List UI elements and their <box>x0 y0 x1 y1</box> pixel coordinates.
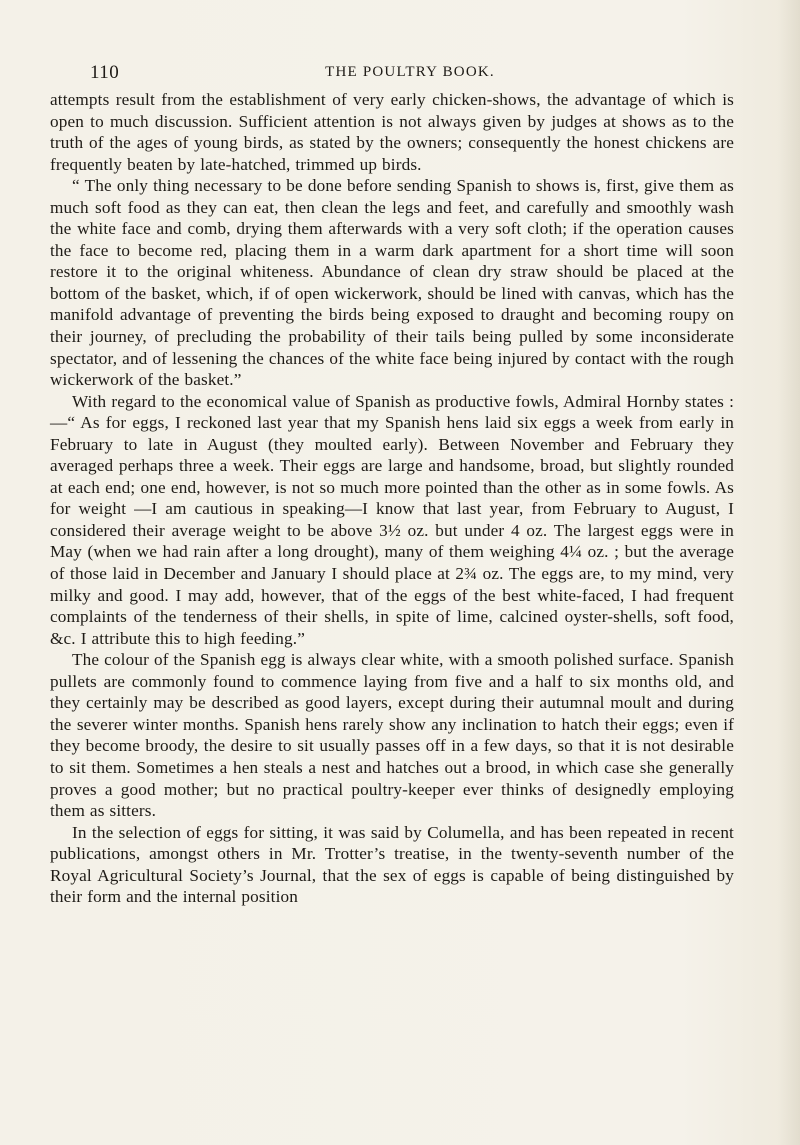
paragraph-show-preparation-quote: “ The only thing necessary to be done before sending Spanish to shows is, first, give them as much soft food as they can eat, then clean the legs and feet, and carefully and smoothly wash the white face and comb, drying them afterwards with a very soft cloth; if the operation causes the face to become red, placing them in a warm dark apartment for a short time will soon restore it to the original whiteness. Abundance of clean dry straw should be placed at the bottom of the basket, which, if of open wickerwork, should be lined with canvas, which has the manifold advantage of preventing the birds being exposed to draught and becoming roupy on their journey, of precluding the probability of their tails being pulled by some inconsiderate spectator, and of lessening the chances of the white face being injured by contact with the rough wickerwork of the basket.” <box>50 176 734 390</box>
running-head <box>90 62 730 86</box>
paragraph-continuation: attempts result from the establishment of very early chicken-shows, the advantage of which is open to much discussion. Sufficient attention is not always given by judges at shows as to the truth of the ages of young birds, as stated by the owners; consequently the honest chickens are frequently beaten by late-hatched, trimmed up birds. <box>50 90 734 174</box>
paragraph-economical-value: With regard to the economical value of Spanish as productive fowls, Admiral Hornby states :—“ As for eggs, I reckoned last year that my Spanish hens laid six eggs a week from early in February to late in August (they moulted early). Between November and February they averaged perhaps three a week. Their eggs are large and handsome, broad, but slightly rounded at each end; one end, however, is not so much more pointed than the other as in some fowls. As for weight —I am cautious in speaking—I know that last year, from February to August, I considered their average weight to be above 3½ oz. but under 4 oz. The largest eggs were in May (when we had rain after a long drought), many of them weighing 4¼ oz. ; but the average of those laid in December and January I should place at 2¾ oz. The eggs are, to my mind, very milky and good. I may add, however, that of the eggs of the best white-faced, I had frequent complaints of the tenderness of their shells, in spite of lime, calcined oyster-shells, soft food, &c. I attribute this to high feeding.” <box>50 391 734 648</box>
page-number: 110 <box>90 62 120 83</box>
page-edge-shadow <box>778 0 800 1145</box>
paragraph-egg-selection: In the selection of eggs for sitting, it was said by Columella, and has been repeated in recent publications, amongst others in Mr. Trotter’s treatise, in the twenty-seventh number of the Royal Agricultural Society’s Journal, that the sex of eggs is capable of being distinguished by their form and the internal position <box>50 822 734 907</box>
paragraph-egg-colour: The colour of the Spanish egg is always clear white, with a smooth polished surface. Spanish pullets are commonly found to commence laying from five and a half to six months old, and they certainly may be described as good layers, except during their autumnal moult and during the severer winter months. Spanish hens rarely show any inclination to hatch their eggs; even if they become broody, the desire to sit usually passes off in a few days, so that it is not desirable to sit them. Sometimes a hen steals a nest and hatches out a brood, in which case she generally proves a good mother; but no practical poultry-keeper ever thinks of designedly employing them as sitters. <box>50 650 734 821</box>
body-text <box>50 89 734 908</box>
running-title: THE POULTRY BOOK. <box>325 64 495 80</box>
